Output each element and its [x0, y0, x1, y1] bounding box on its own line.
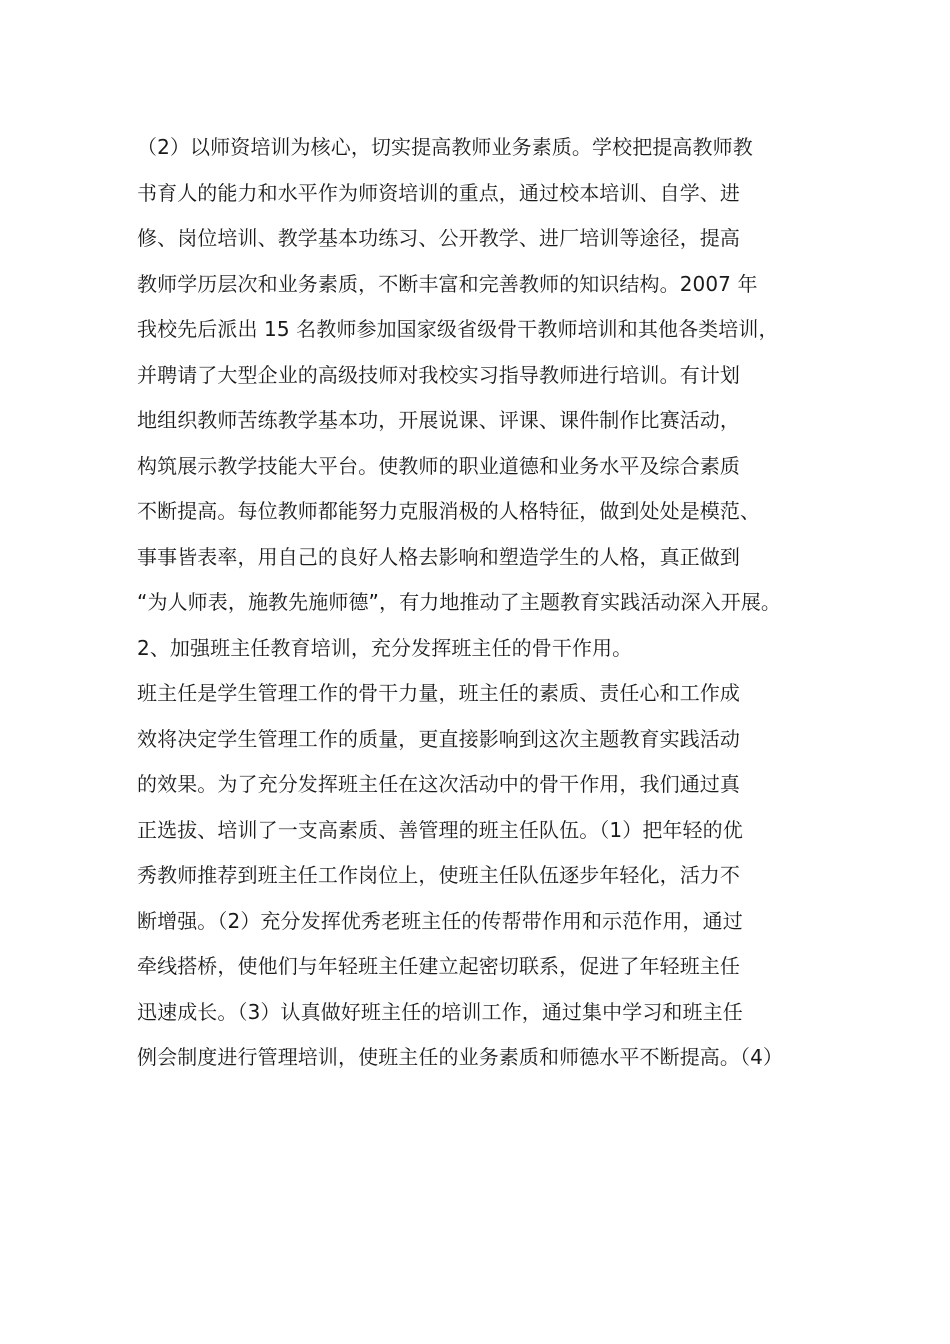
- text-line: 地组织教师苦练教学基本功，开展说课、评课、课件制作比赛活动，: [137, 408, 740, 432]
- text-line: 牵线搭桥，使他们与年轻班主任建立起密切联系，促进了年轻班主任: [137, 954, 740, 978]
- text-line: 班主任是学生管理工作的骨干力量，班主任的素质、责任心和工作成: [137, 681, 740, 705]
- text-line: 的效果。为了充分发挥班主任在这次活动中的骨干作用，我们通过真: [137, 772, 740, 796]
- text-line: 秀教师推荐到班主任工作岗位上，使班主任队伍逐步年轻化，活力不: [137, 863, 740, 887]
- section-heading: 2、加强班主任教育培训，充分发挥班主任的骨干作用。: [137, 635, 633, 660]
- text-line: 构筑展示教学技能大平台。使教师的职业道德和业务水平及综合素质: [137, 453, 740, 478]
- text-line: 事事皆表率，用自己的良好人格去影响和塑造学生的人格，真正做到: [137, 544, 740, 569]
- text-line: 修、岗位培训、教学基本功练习、公开教学、进厂培训等途径，提高: [137, 226, 740, 250]
- text-line: “为人师表，施教先施师德”，有力地推动了主题教育实践活动深入开展。: [137, 590, 782, 614]
- text-line: 并聘请了大型企业的高级技师对我校实习指导教师进行培训。有计划: [137, 362, 740, 387]
- text-line: 效将决定学生管理工作的质量，更直接影响到这次主题教育实践活动: [137, 726, 740, 751]
- text-line: 断增强。（2）充分发挥优秀老班主任的传帮带作用和示范作用，通过: [137, 908, 743, 933]
- text-line: 我校先后派出 15 名教师参加国家级省级骨干教师培训和其他各类培训，: [137, 317, 779, 341]
- text-line: 迅速成长。（3）认真做好班主任的培训工作，通过集中学习和班主任: [137, 999, 743, 1024]
- text-line: 书育人的能力和水平作为师资培训的重点，通过校本培训、自学、进: [137, 180, 740, 205]
- text-line: 教师学历层次和业务素质，不断丰富和完善教师的知识结构。2007 年: [137, 271, 758, 296]
- text-line: （2）以师资培训为核心，切实提高教师业务素质。学校把提高教师教: [137, 135, 753, 159]
- text-line: 不断提高。每位教师都能努力克服消极的人格特征，做到处处是模范、: [137, 499, 761, 523]
- text-line: 正选拔、培训了一支高素质、善管理的班主任队伍。（1）把年轻的优: [137, 817, 743, 842]
- text-line: 例会制度进行管理培训，使班主任的业务素质和师德水平不断提高。（4）: [137, 1045, 784, 1069]
- body-text: [137, 125, 837, 1081]
